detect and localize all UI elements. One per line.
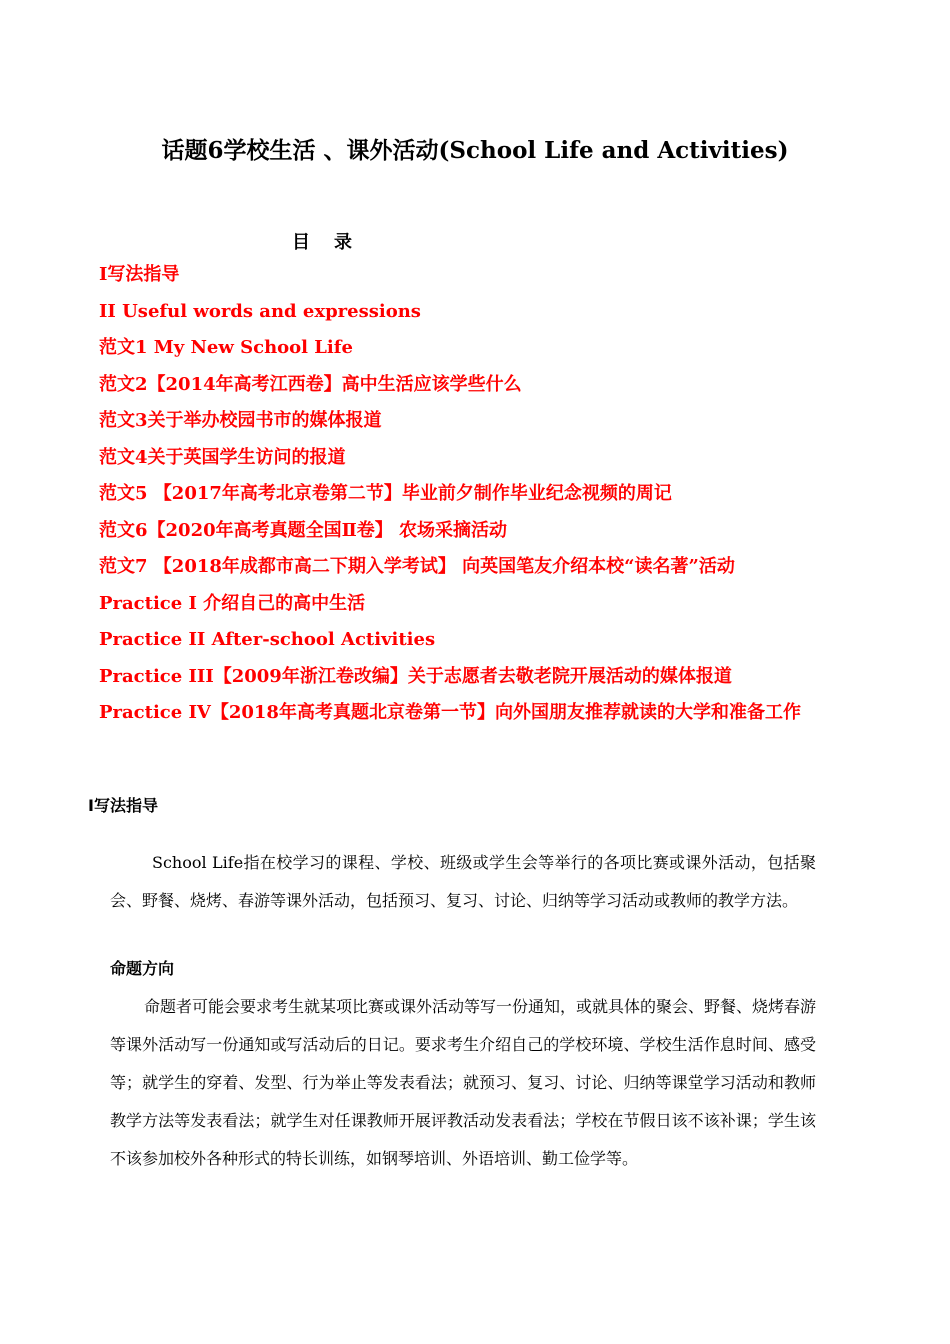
toc-item[interactable]: Practice II After-school Activities — [99, 629, 436, 650]
toc-item[interactable]: II Useful words and expressions — [99, 300, 421, 322]
intro-paragraph: School Life指在校学习的课程、学校、班级或学生会等举行的各项比赛或课外活动，包括聚会、野餐、烧烤、春游等课外活动，包括预习、复习、讨论、归纳等学习活动或教师的教学方法。 — [110, 853, 816, 910]
body-paragraph: 命题者可能会要求考生就某项比赛或课外活动等写一份通知，或就具体的聚会、野餐、烧烤春游等课外活动写一份通知或写活动后的日记。要求考生介绍自己的学校环境、学校生活作息时间、感受等；就学生的穿着、发型、行为举止等发表看法；就预习、复习、讨论、归纳等课堂学习活动和教师教学方法等发表看法；就学生对任课教师开展评教活动发表看法；学校在节假日该不该补课；学生该不该参加校外各种形式的特长训练，如钢琴培训、外语培训、勤工俭学等。 — [110, 997, 817, 1168]
toc-heading: 目录 — [292, 232, 376, 253]
toc-item[interactable]: 范文3关于举办校园书市的媒体报道 — [99, 410, 382, 431]
subsection-heading: 命题方向 — [110, 959, 175, 978]
toc-item[interactable]: 范文1 My New School Life — [99, 337, 353, 358]
toc-item[interactable]: Practice IV【2018年高考真题北京卷第一节】向外国朋友推荐就读的大学和准备工作 — [99, 702, 801, 723]
toc-item[interactable]: 范文5 【2017年高考北京卷第二节】毕业前夕制作毕业纪念视频的周记 — [99, 483, 672, 504]
toc-item[interactable]: I写法指导 — [99, 264, 180, 285]
section-heading: I写法指导 — [88, 796, 158, 815]
toc-item[interactable]: 范文2【2014年高考江西卷】高中生活应该学些什么 — [99, 373, 522, 395]
toc-item[interactable]: Practice III【2009年浙江卷改编】关于志愿者去敬老院开展活动的媒体报道 — [99, 665, 732, 687]
table-of-contents — [99, 257, 819, 732]
document-title: 话题6学校生活 、课外活动(School Life and Activities) — [161, 137, 789, 164]
toc-item[interactable]: Practice I 介绍自己的高中生活 — [99, 592, 366, 614]
toc-item[interactable]: 范文6【2020年高考真题全国Ⅱ卷】 农场采摘活动 — [99, 519, 508, 541]
toc-item[interactable]: 范文4关于英国学生访问的报道 — [99, 446, 346, 468]
toc-item[interactable]: 范文7 【2018年成都市高二下期入学考试】 向英国笔友介绍本校“读名著”活动 — [99, 556, 735, 577]
